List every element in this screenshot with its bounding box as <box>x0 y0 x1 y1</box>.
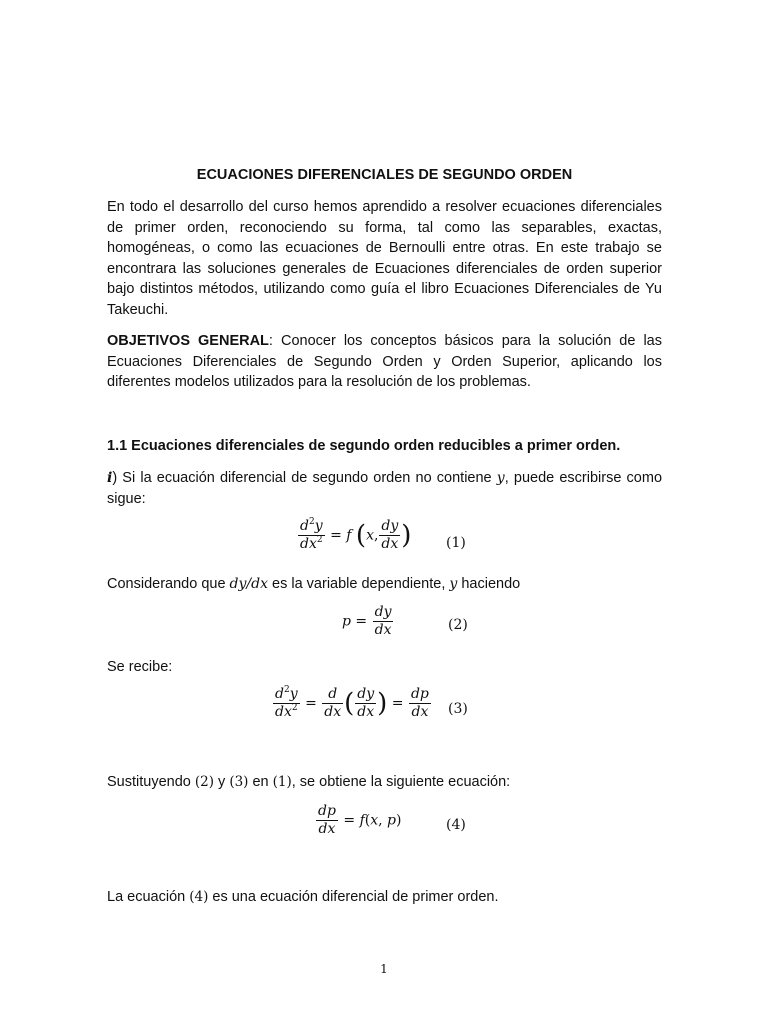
equation-2: p = $\frac{dy}{dx}$ <box>342 604 392 638</box>
page-number: 1 <box>380 962 388 976</box>
eq1-dydx-fraction: $\frac{dy}{dx}$ <box>381 518 399 552</box>
equation-1: $\frac{d^2y}{dx^2}$ = f (x, $\frac{dy}{dx}$ ) <box>300 517 412 552</box>
case-marker: i <box>107 470 113 486</box>
equation-1-number: (1) <box>446 535 466 551</box>
substituting-after: , se obtiene la siguiente ecuación: <box>291 774 511 790</box>
document-title: ECUACIONES DIFERENCIALES DE SEGUNDO ORDEN <box>196 167 573 183</box>
objectives-paragraph <box>107 331 662 393</box>
substituting-ref3: (3) <box>229 774 249 790</box>
intro-paragraph: En todo el desarrollo del curso hemos aprendido a resolver ecuaciones diferenciales de primer orden, reconociendo su forma, tal como las separables, exactas, homogéneas, o como las ecuaciones de Bernoulli entre otras. En este trabajo se encontrara las soluciones generales de Ecuaciones diferenciales de orden superior bajo distintos métodos, utilizando como guía el libro Ecuaciones Diferenciales de Yu Takeuchi. <box>107 199 662 318</box>
considering-var: y <box>449 576 458 592</box>
case-i-text-before: ) Si la ecuación diferencial de segundo orden no contiene <box>112 470 497 486</box>
case-i-paragraph <box>107 468 662 509</box>
document-page <box>107 0 662 1024</box>
eq2-fraction: $\frac{dy}{dx}$ <box>374 604 392 638</box>
equation-3: $\frac{d^2y}{dx^2}$ = $\frac{d}{dx}$ ( $\frac{dy}{dx}$ ) = $\frac{dp}{dx}$ <box>275 685 429 720</box>
considering-paragraph <box>107 574 662 595</box>
considering-middle: es la variable dependiente, <box>268 576 450 592</box>
equation-2-number: (2) <box>448 617 468 633</box>
eq3-dpdx-fraction: $\frac{dp}{dx}$ <box>410 686 429 720</box>
eq3-lhs-fraction: $\frac{d^2y}{dx^2}$ <box>275 685 298 720</box>
substituting-and: y <box>214 774 230 790</box>
equation-4: $\frac{dp}{dx}$ = f(x, p) <box>318 803 402 837</box>
conclusion-before: La ecuación <box>107 889 190 905</box>
objectives-text: : Conocer los conceptos básicos para la solución de las Ecuaciones Diferenciales de Segundo Orden y Orden Superior, aplicando los diferentes modelos utilizados para la resolución de los problemas. <box>107 333 662 390</box>
eq3-dydx-fraction: $\frac{dy}{dx}$ <box>357 686 375 720</box>
case-i-var: y <box>496 470 505 486</box>
section-heading: 1.1 Ecuaciones diferenciales de segundo orden reducibles a primer orden. <box>107 438 621 454</box>
conclusion-ref4: (4) <box>189 889 209 905</box>
objectives-label: OBJETIVOS GENERAL <box>107 333 269 349</box>
considering-expr: dy/dx <box>229 576 268 592</box>
substituting-before: Sustituyendo <box>107 774 195 790</box>
substituting-mid: en <box>248 774 273 790</box>
case-i-text-after: , puede escribirse como sigue: <box>107 470 663 507</box>
conclusion-paragraph <box>107 887 662 908</box>
equation-4-number: (4) <box>446 817 466 833</box>
substituting-ref1: (1) <box>272 774 292 790</box>
eq1-lhs-fraction: $\frac{d^2y}{dx^2}$ <box>300 517 323 552</box>
conclusion-after: es una ecuación diferencial de primer orden. <box>208 889 499 905</box>
eq4-fraction: $\frac{dp}{dx}$ <box>318 803 336 837</box>
se-recibe-text: Se recibe: <box>107 659 173 675</box>
substituting-ref2: (2) <box>194 774 214 790</box>
considering-after: haciendo <box>457 576 521 592</box>
equation-3-number: (3) <box>448 701 468 717</box>
considering-before: Considerando que <box>107 576 230 592</box>
substituting-paragraph <box>107 772 662 793</box>
eq3-d-dx-fraction: $\frac{d}{dx}$ <box>324 686 342 720</box>
